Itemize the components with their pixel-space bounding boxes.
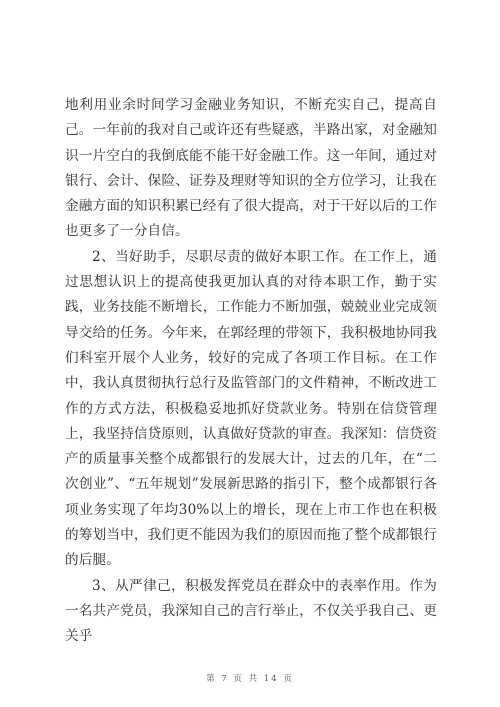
paragraph-item-2: 2、当好助手，尽职尽责的做好本职工作。在工作上，通过思想认识上的提高使我更加认真的对待本职工作，勤于实践，业务技能不断增长，工作能力不断加强，兢兢业业完成领导交给的任务。今年来，在郭经理的带领下，我积极地协同我们科室开展个人业务，较好的完成了各项工作目标。在工作中，我认真贯彻执行总行及监管部门的文件精神，不断改进工作的方式方法，积极稳妥地抓好贷款业务。特别在信贷管理上，我坚持信贷原则，认真做好贷款的审查。我深知：信贷资产的质量事关整个成都银行的发展大计，过去的几年，在“二次创业”、“五年规划”发展新思路的指引下，整个成都银行各项业务实现了年均30%以上的增长，现在上市工作也在积极的筹划当中，我们更不能因为我们的原因而拖了整个成都银行的后腿。 <box>65 248 437 569</box>
paragraph-continuation: 地利用业余时间学习金融业务知识，不断充实自己，提高自己。一年前的我对自己或许还有些疑惑，半路出家，对金融知识一片空白的我倒底能不能干好金融工作。这一年间，通过对银行、会计、保险、证券及理财等知识的全方位学习，让我在金融方面的知识积累已经有了很大提高，对于干好以后的工作也更多了一分自信。 <box>65 97 437 240</box>
document-body <box>65 93 437 650</box>
page-number-footer: 第 7 页 共 14 页 <box>206 674 294 684</box>
paragraph-item-3: 3、从严律己，积极发挥党员在群众中的表率作用。作为一名共产党员，我深知自己的言行举止，不仅关乎我自己、更关乎 <box>65 577 437 645</box>
